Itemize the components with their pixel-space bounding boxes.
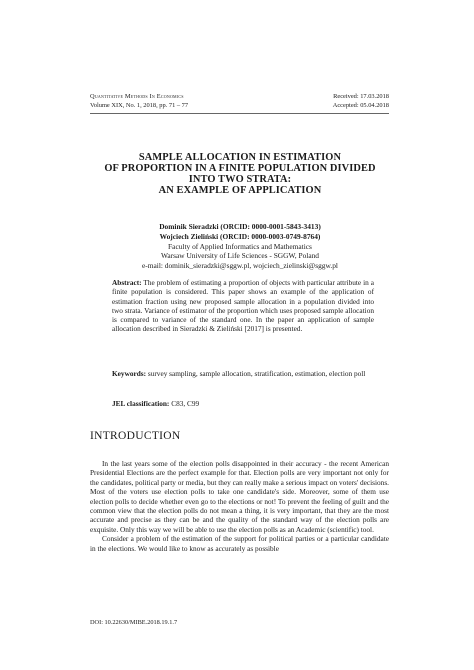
header-rule [90,113,389,114]
running-header-right [333,93,389,110]
abstract [112,278,374,334]
affiliation: Warsaw University of Life Sciences - SGGW, Poland [161,251,319,261]
received-date: Received: 17.03.2018 [333,93,389,100]
abstract-label: Abstract: [112,278,142,287]
running-header-left [90,93,188,110]
author-block [60,222,420,271]
author-name: Dominik Sieradzki (ORCID: 0000-0001-5843-3413) [159,222,321,231]
journal-name: Quantitative Methods In Economics [90,93,184,100]
doi: DOI: 10.22630/MIBE.2018.19.1.7 [90,619,178,626]
title-line: OF PROPORTION IN A FINITE POPULATION DIVIDED [104,163,376,174]
abstract-text: The problem of estimating a proportion of objects with particular attribute in a finite population is considered. This paper shows an example of the application of estimation fraction using new proposed sample allocation in a population divided into two strata. Variance of estimator of the proportion which uses proposed sample allocation is compared to variance of the standard one. In the paper an application of sample allocation described in Sieradzki & Zieliński [2017] is presented. [112,278,374,334]
keywords [112,369,374,378]
title-line: AN EXAMPLE OF APPLICATION [158,185,322,196]
accepted-date: Accepted: 05.04.2018 [332,101,389,109]
affiliation: Faculty of Applied Informatics and Mathematics [168,241,312,251]
paragraph: In the last years some of the election polls disappointed in their accuracy - the recent American Presidential Elections are the perfect example for that. Election polls are very important not only for the candidates, political party or media, but they can really make a serious impact on voters' decisions. Most of the voters use election polls to take one candidate's side. Moreover, some of them use election polls to decide whether even go to the elections or not! To prevent the feeling of guilt and the common view that the election polls do not mean a thing, it is very important, that they are the most accurate and precise as they can be and the quality of the standard way of the election polls are exquisite. Only this way we will be able to use the election polls as an Academic (scientific) tool. [90,459,389,534]
title-line: SAMPLE ALLOCATION IN ESTIMATION [138,152,342,163]
jel-classification [112,399,374,408]
body-text [90,459,389,553]
keywords-text: survey sampling, sample allocation, stratification, estimation, election poll [147,369,366,378]
keywords-label: Keywords: [112,369,147,378]
author-email: e-mail: dominik_sieradzki@sggw.pl, wojciech_zielinski@sggw.pl [142,261,338,271]
author-name: Wojciech Zieliński (ORCID: 0000-0003-0749-8764) [159,231,321,241]
volume-info: Volume XIX, No. 1, 2018, pp. 71 – 77 [90,101,189,109]
paper-title [60,152,420,196]
jel-codes: C83, C99 [171,399,200,408]
section-heading: INTRODUCTION [90,430,181,442]
paragraph: Consider a problem of the estimation of the support for political parties or a particular candidate in the elections. We would like to know as accurately as possible [90,534,389,553]
jel-label: JEL classification: [112,399,170,408]
title-line: INTO TWO STRATA: [188,174,292,185]
